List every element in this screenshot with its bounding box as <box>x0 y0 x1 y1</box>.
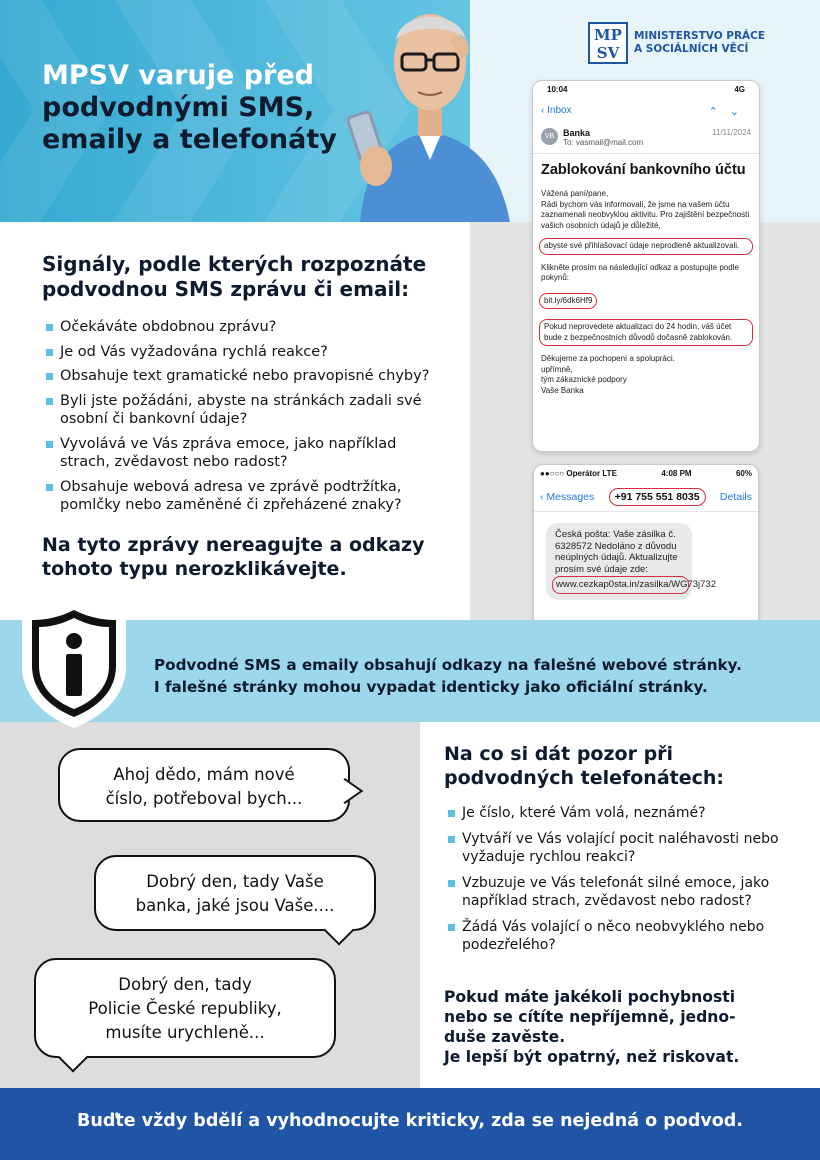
sms-text: Česká pošta: Vaše zásilka č. 6328572 Nedoláno z důvodu neúplných údajů. Aktualizujte prosím své údaje zde: <box>555 529 678 575</box>
signals-heading <box>42 252 426 302</box>
bubble-3-line-1: Dobrý den, tady <box>118 975 252 994</box>
email-thanks: Děkujeme za pochopení a spolupráci. <box>541 354 675 363</box>
title-line-2: podvodnými SMS, <box>42 92 315 123</box>
sms-phone-mockup <box>533 464 759 642</box>
mail-nav <box>533 99 759 124</box>
logo-mark: MP SV <box>588 22 628 64</box>
email-sender-row <box>533 124 759 154</box>
bubble-2-line-2: banka, jaké jsou Vaše.... <box>135 896 335 915</box>
email-closing-2: tým zákaznické podpory <box>541 375 627 384</box>
title-line-3: emaily a telefonáty <box>42 124 337 155</box>
signals-list <box>44 318 448 521</box>
mpsv-logo <box>588 22 774 64</box>
title-line-1: MPSV varuje před <box>42 60 315 91</box>
page-title <box>42 60 337 156</box>
signal-indicator: 4G <box>734 85 745 94</box>
logo-text <box>634 30 774 56</box>
email-phone-mockup <box>532 80 760 452</box>
senior-man-illustration <box>340 0 520 222</box>
sender-name: Banka <box>563 128 591 138</box>
logo-line-1: MINISTERSTVO PRÁCE <box>634 30 766 42</box>
highlighted-threat: Pokud neprovedete aktualizaci do 24 hodin, váš účet bude z bezpečnostních důvodů dočasně zablokován. <box>539 319 753 346</box>
footer-text: Buďte vždy bdělí a vyhodnocujte kriticky, zda se nejedná o podvod. <box>77 1111 743 1131</box>
list-item: Žádá Vás volající o něco neobvyklého nebo podezřelého? <box>446 918 788 954</box>
signals-warning-line-1: Na tyto zprávy nereagujte a odkazy <box>42 534 425 556</box>
signals-heading-line-1: Signály, podle kterých rozpoznáte <box>42 252 427 276</box>
calls-heading-line-2: podvodných telefonátech: <box>444 767 724 789</box>
info-line-2: I falešné stránky mohou vypadat identicky jako oficiální stránky. <box>154 678 708 696</box>
list-item: Byli jste požádáni, abyste na stránkách zadali své osobní či bankovní údaje? <box>44 392 448 429</box>
calls-heading <box>444 742 724 790</box>
email-subject: Zablokování bankovního účtu <box>541 162 746 178</box>
list-item: Vzbuzuje ve Vás telefonát silné emoce, jako například strach, zvědavost nebo radost? <box>446 874 788 910</box>
list-item: Je číslo, které Vám volá, neznámé? <box>446 804 788 822</box>
bubble-1-line-2: číslo, potřeboval bych... <box>105 789 303 808</box>
info-line-1: Podvodné SMS a emaily obsahují odkazy na falešné webové stránky. <box>154 656 742 674</box>
nav-arrows-icon[interactable]: ⌃⌄ <box>708 106 751 118</box>
shield-info-icon <box>18 596 130 732</box>
sender-number: +91 755 551 8035 <box>609 488 706 506</box>
calls-advice <box>444 987 784 1067</box>
list-item: Vytváří ve Vás volající pocit naléhavosti nebo vyžaduje rychlou reakci? <box>446 830 788 866</box>
battery: 60% <box>735 469 752 478</box>
avatar: VB <box>541 128 558 145</box>
bubble-2-line-1: Dobrý den, tady Vaše <box>146 872 324 891</box>
email-paragraph-2: Klikněte prosím na následující odkaz a postupujte podle pokynů: <box>541 262 739 282</box>
sms-bubble <box>546 523 716 600</box>
inbox-label: Inbox <box>547 105 572 116</box>
list-item: Obsahuje text gramatické nebo pravopisné chyby? <box>44 367 448 386</box>
bubble-3-line-2: Policie České republiky, <box>88 999 282 1018</box>
info-text <box>154 654 742 698</box>
signals-heading-line-2: podvodnou SMS zprávu či email: <box>42 277 410 301</box>
speech-bubble-grandson <box>58 748 350 822</box>
details-link[interactable]: Details <box>719 491 752 503</box>
list-item: Vyvolává ve Vás zpráva emoce, jako například strach, zvědavost nebo radost? <box>44 435 448 472</box>
status-bar <box>534 465 758 483</box>
bubble-3-line-3: musíte urychleně... <box>105 1023 265 1042</box>
phishing-link[interactable]: bit.ly/6dk6Hf9 <box>539 293 597 310</box>
email-paragraph-1: Rádi bychom vás informovali, že jsme na vašem účtu zaznamenali neobvyklou aktivitu. Pro zajištění bezpečnosti vašich osobních údajů je důležité, <box>541 199 750 230</box>
speech-bubble-bank <box>94 855 376 931</box>
list-item: Očekáváte obdobnou zprávu? <box>44 318 448 337</box>
advice-line-3: duše zavěste. <box>444 1028 566 1046</box>
speech-bubble-police <box>34 958 336 1058</box>
sms-nav <box>534 483 758 512</box>
signals-warning-line-2: tohoto typu nerozklikávejte. <box>42 558 347 580</box>
advice-line-2: nebo se cítíte nepříjemně, jedno- <box>444 1008 736 1026</box>
messages-back-link[interactable]: ‹ Messages <box>540 491 595 503</box>
advice-line-4: Je lepší být opatrný, než riskovat. <box>444 1048 740 1066</box>
list-item: Obsahuje webová adresa ve zprávě podtržítka, pomlčky nebo zaměněné či zpřeházené znaky? <box>44 478 448 515</box>
inbox-back-link[interactable]: ‹ Inbox <box>541 105 572 116</box>
operator: ●●○○○ Operátor LTE <box>540 469 617 478</box>
highlighted-request: abyste své přihlašovací údaje neprodleně aktualizovali. <box>539 238 753 255</box>
email-closing-3: Vaše Banka <box>541 385 584 395</box>
status-time: 4:08 PM <box>661 469 692 478</box>
calls-heading-line-1: Na co si dát pozor při <box>444 743 674 765</box>
calls-list <box>446 804 788 962</box>
email-body <box>533 185 759 400</box>
bubble-1-line-1: Ahoj dědo, mám nové <box>113 765 295 784</box>
email-date: 11/11/2024 <box>712 128 751 137</box>
advice-line-1: Pokud máte jakékoli pochybnosti <box>444 988 736 1006</box>
recipient: To: vasmail@mail.com <box>563 138 644 147</box>
sms-phishing-link[interactable]: www.cezkap0sta.in/zasilka/WG73j732 <box>552 576 689 594</box>
greeting: Vážená paní/pane, <box>541 189 609 198</box>
email-closing-1: upřímně, <box>541 364 573 374</box>
status-bar <box>533 81 759 99</box>
list-item: Je od Vás vyžadována rychlá reakce? <box>44 343 448 362</box>
logo-line-2: A SOCIÁLNÍCH VĚCÍ <box>634 43 749 55</box>
messages-label: Messages <box>546 491 595 503</box>
signals-warning <box>42 533 425 581</box>
status-time: 10:04 <box>547 85 568 94</box>
